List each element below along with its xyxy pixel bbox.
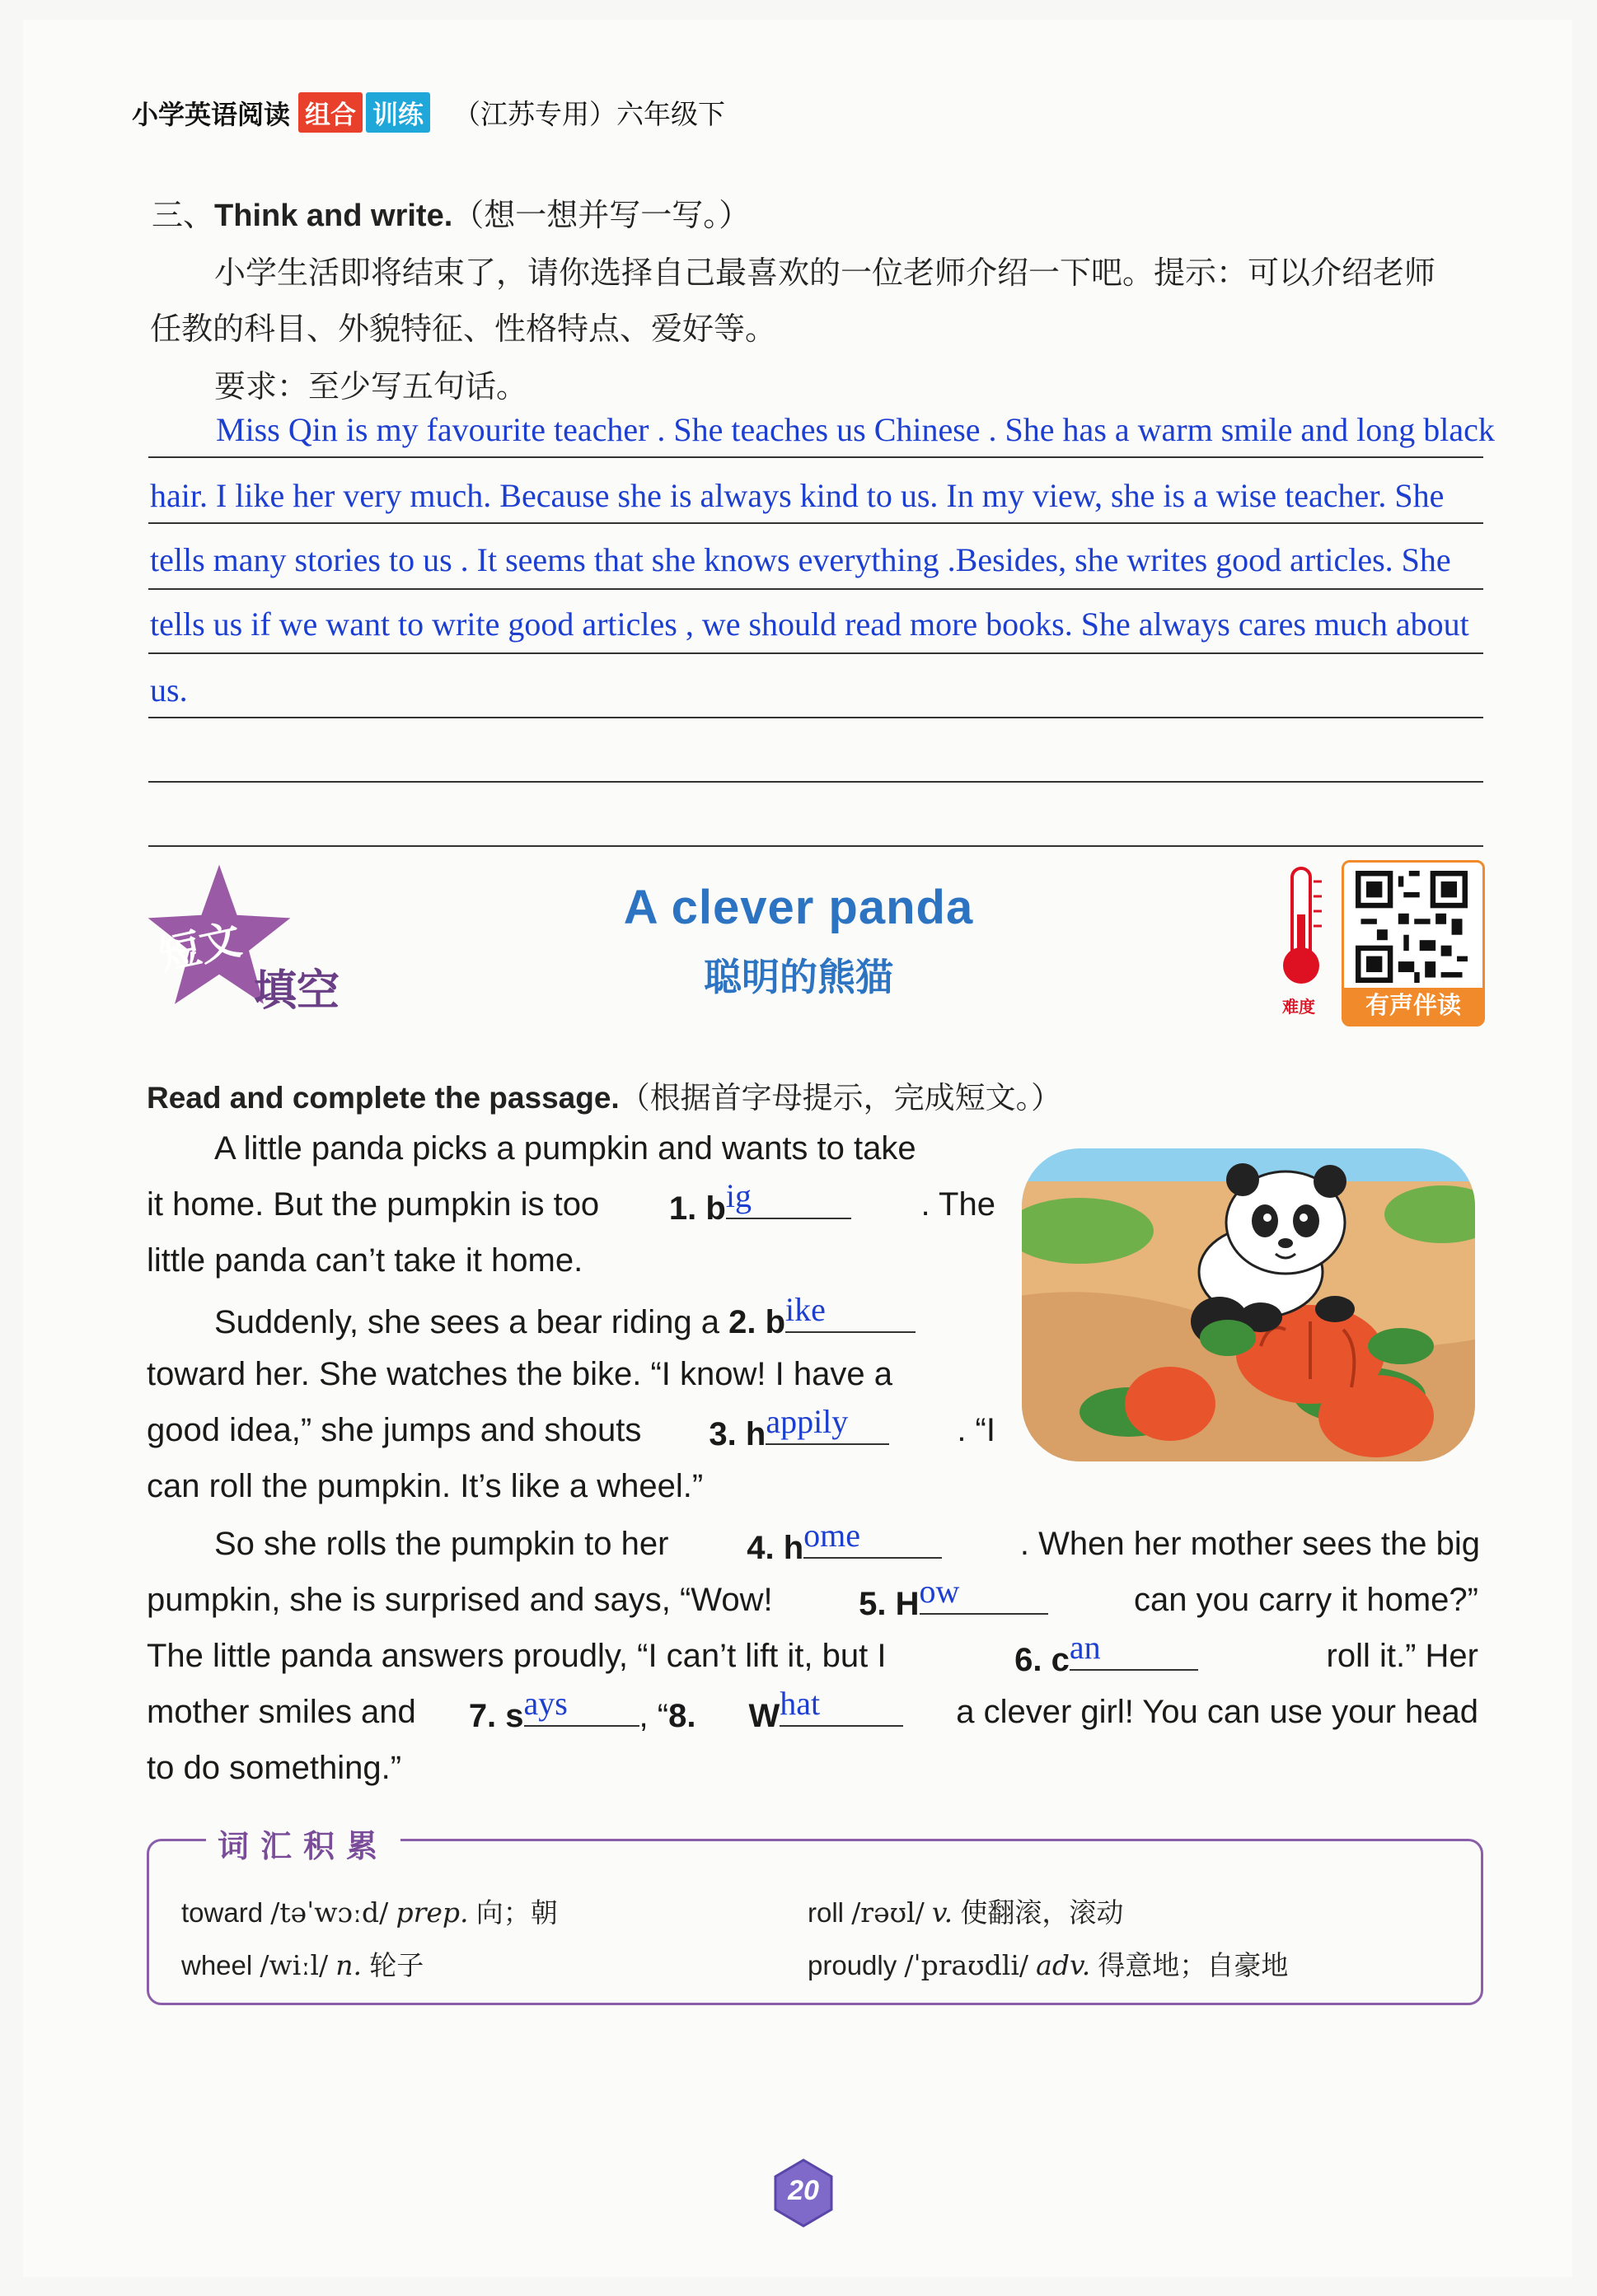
blank-line — [523, 1685, 639, 1727]
header-tag-2: 训练 — [366, 92, 430, 133]
vocab-pos: n. — [335, 1949, 363, 1981]
blank-4[interactable] — [747, 1517, 942, 1568]
vocab-meaning: 使翻滚，滚动 — [960, 1896, 1124, 1929]
vocab-title: 词汇积累 — [206, 1821, 400, 1866]
passage-subtitle: 聪明的熊猫 — [704, 956, 893, 998]
answer-line-1: Miss Qin is my favourite teacher . She teaches us Chinese . She has a warm smile and long black — [216, 411, 1495, 448]
vocab-meaning: 得意地；自豪地 — [1098, 1949, 1289, 1981]
vocab-phonetic: /təˈwɔːd/ — [270, 1896, 389, 1929]
blank-7[interactable] — [468, 1685, 696, 1736]
blank-3[interactable] — [709, 1403, 889, 1454]
blank-letter: b — [705, 1190, 726, 1227]
text-segment: . “I — [957, 1412, 995, 1448]
vocab-pos: v. — [931, 1896, 953, 1929]
section-3-title-cn: （想一想并写一写。） — [452, 199, 751, 233]
qr-code-icon — [1356, 871, 1468, 983]
blank-5[interactable] — [859, 1573, 1047, 1624]
vocab-pos: adv. — [1036, 1949, 1091, 1981]
passage-line-10 — [147, 1629, 1478, 1680]
book-header — [132, 92, 725, 133]
audio-qr-card[interactable] — [1342, 860, 1485, 1026]
blank-answer: appily — [766, 1403, 849, 1440]
difficulty-label: 难度 — [1282, 998, 1315, 1017]
writing-line — [148, 783, 1483, 847]
text-segment: So she rolls the pumpkin to her — [214, 1526, 669, 1562]
blank-letter: h — [745, 1416, 766, 1452]
blank-answer: ig — [725, 1177, 752, 1214]
passage-line-4 — [214, 1291, 916, 1342]
answer-line-4: tells us if we want to write good articles , we should read more books. She always cares much about — [150, 606, 1469, 643]
blank-6[interactable] — [1014, 1629, 1198, 1680]
text-segment: Suddenly, she sees a bear riding a — [214, 1304, 719, 1340]
vocab-meaning: 向；朝 — [475, 1896, 558, 1929]
text-segment: pumpkin, she is surprised and says, “Wow! — [147, 1582, 773, 1618]
text-segment: good idea,” she jumps and shouts — [147, 1412, 642, 1448]
vocab-word: proudly — [808, 1950, 897, 1980]
blank-line — [725, 1177, 851, 1219]
badge-text-2: 填空 — [254, 967, 340, 1015]
section-3-title — [152, 189, 750, 235]
header-tag-1: 组合 — [298, 92, 363, 133]
blank-line — [780, 1685, 903, 1727]
passage-line-1: A little panda picks a pumpkin and wants to take — [214, 1130, 916, 1167]
instruction-cn: （根据首字母提示，完成短文。） — [619, 1081, 1062, 1115]
blank-letter: b — [765, 1304, 786, 1340]
vocab-word: toward — [181, 1897, 264, 1928]
passage-line-3: little panda can’t take it home. — [147, 1242, 583, 1279]
blank-number: 3. — [709, 1416, 737, 1452]
passage-line-6 — [147, 1403, 995, 1454]
vocab-pos: prep. — [396, 1896, 469, 1929]
text-segment: it home. But the pumpkin is too — [147, 1186, 600, 1223]
vocab-phonetic: /ˈpraʊdli/ — [904, 1949, 1028, 1981]
answer-line-3: tells many stories to us . It seems that she knows everything .Besides, she writes good articles. She — [150, 541, 1451, 578]
instruction-en: Read and complete the passage. — [147, 1081, 620, 1115]
vocab-item — [181, 1892, 558, 1930]
text-segment: . When her mother sees the big — [1019, 1526, 1480, 1562]
blank-line — [919, 1573, 1048, 1615]
blank-letter: s — [505, 1698, 524, 1734]
passage-line-2 — [147, 1177, 995, 1228]
passage-line-11 — [147, 1685, 1478, 1736]
writing-line — [148, 718, 1483, 783]
blank-answer: ays — [523, 1685, 568, 1722]
blank-letter: h — [783, 1530, 804, 1566]
blank-number: 1. — [668, 1190, 697, 1227]
vocab-word: wheel — [181, 1950, 253, 1980]
blank-answer: hat — [780, 1685, 821, 1722]
panda-pumpkin-illustration — [1014, 1132, 1483, 1478]
badge-text-1: 短文 — [155, 916, 246, 979]
section-3-prefix: 三、 — [152, 199, 215, 233]
blank-8[interactable] — [748, 1685, 903, 1736]
blank-letter: H — [895, 1586, 920, 1622]
blank-line — [803, 1517, 942, 1559]
vocab-item — [808, 1944, 1288, 1983]
blank-number: 5. — [859, 1586, 887, 1622]
blank-letter: c — [1051, 1642, 1070, 1678]
audio-read-label: 有声伴读 — [1344, 988, 1482, 1024]
header-edition: （江苏专用）六年级下 — [453, 99, 726, 129]
blank-answer: ome — [803, 1517, 860, 1554]
text-segment: , “ — [639, 1698, 669, 1734]
blank-answer: an — [1069, 1629, 1101, 1666]
text-segment: . The — [920, 1186, 995, 1223]
passage-line-9 — [147, 1573, 1478, 1624]
text-segment: mother smiles and — [147, 1694, 416, 1730]
passage-title: A clever panda — [623, 881, 974, 934]
blank-answer: ike — [785, 1291, 826, 1328]
blank-line — [1069, 1629, 1198, 1671]
vocab-meaning: 轮子 — [369, 1949, 424, 1981]
blank-1[interactable] — [668, 1177, 851, 1228]
vocab-item — [808, 1892, 1123, 1930]
passage-line-12: to do something.” — [147, 1750, 402, 1786]
answer-line-5: us. — [150, 671, 188, 708]
blank-number: 7. — [468, 1698, 497, 1734]
prompt-line-1: 小学生活即将结束了，请你选择自己最喜欢的一位老师介绍一下吧。提示：可以介绍老师 — [214, 255, 1436, 291]
vocab-phonetic: /rəʊl/ — [851, 1896, 925, 1929]
text-segment: The little panda answers proudly, “I can’t lift it, but I — [147, 1638, 887, 1674]
blank-number: 2. — [728, 1304, 756, 1340]
passage-line-7: can roll the pumpkin. It’s like a wheel.” — [147, 1468, 704, 1504]
text-segment: roll it.” Her — [1326, 1638, 1478, 1674]
blank-answer: ow — [919, 1573, 960, 1610]
prompt-line-2: 任教的科目、外貌特征、性格特点、爱好等。 — [150, 311, 777, 347]
difficulty-thermometer-icon — [1277, 865, 1327, 989]
vocab-word: roll — [808, 1897, 845, 1928]
answer-line-2: hair. I like her very much. Because she is always kind to us. In my view, she is a wise teacher. She — [150, 477, 1445, 514]
text-segment: can you carry it home?” — [1134, 1582, 1478, 1618]
passage-line-5 — [147, 1354, 995, 1394]
blank-line — [766, 1403, 889, 1445]
blank-number: 8. — [668, 1698, 696, 1734]
writing-line — [148, 654, 1483, 718]
blank-line — [785, 1291, 916, 1333]
text-segment: a clever girl! You can use your head — [956, 1694, 1478, 1730]
book-title: 小学英语阅读 — [132, 99, 291, 129]
vocab-phonetic: /wiːl/ — [260, 1949, 329, 1981]
blank-letter: W — [748, 1698, 780, 1734]
blank-2[interactable] — [728, 1291, 916, 1340]
page-number: 20 — [788, 2175, 819, 2206]
text-segment: toward her. She watches the bike. “I know! I have a — [147, 1356, 892, 1392]
instruction — [147, 1073, 1061, 1117]
passage-line-8 — [214, 1517, 1480, 1568]
blank-number: 4. — [747, 1530, 775, 1566]
section-3-title-en: Think and write. — [214, 199, 453, 233]
vocab-item — [181, 1944, 424, 1983]
blank-number: 6. — [1014, 1642, 1042, 1678]
requirement-text: 要求：至少写五句话。 — [214, 368, 528, 404]
